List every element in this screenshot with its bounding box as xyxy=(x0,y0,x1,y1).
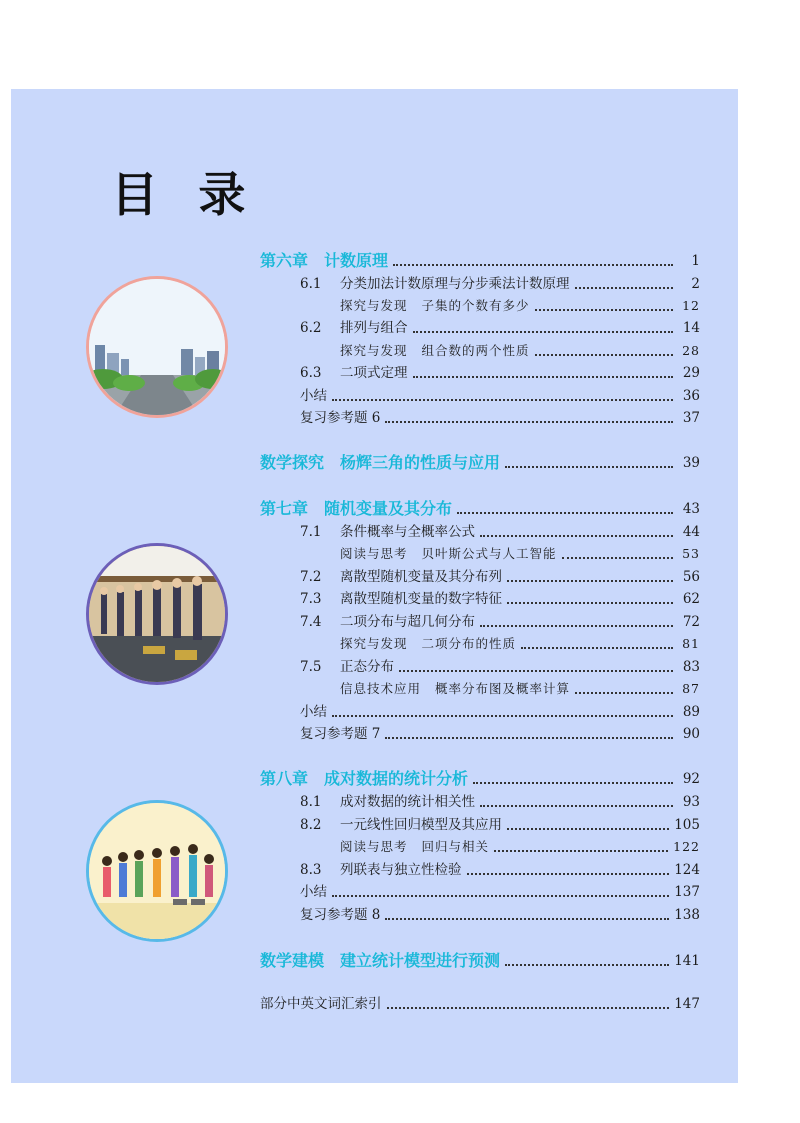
page-number: 56 xyxy=(682,569,700,585)
toc-math-modeling[interactable]: 数学建模 建立统计模型进行预测 141 xyxy=(260,951,700,970)
toc-summary-7[interactable]: 小结 89 xyxy=(300,701,700,723)
toc-section-6-3[interactable]: 6.3 二项式定理 29 xyxy=(300,362,700,384)
toc-section-8-2[interactable]: 8.2 一元线性回归模型及其应用 105 xyxy=(300,814,700,836)
leader-dots xyxy=(332,715,673,717)
page-number: 137 xyxy=(674,884,700,900)
toc-section-8-3[interactable]: 8.3 列联表与独立性检验 124 xyxy=(300,859,700,881)
toc-section-8-1[interactable]: 8.1 成对数据的统计相关性 93 xyxy=(300,791,700,813)
leader-dots xyxy=(399,670,673,672)
leader-dots xyxy=(507,580,673,582)
page-number: 122 xyxy=(673,839,700,854)
page-number: 147 xyxy=(674,996,700,1012)
leader-dots xyxy=(535,309,673,311)
leader-dots xyxy=(413,376,674,378)
toc-vocabulary-index[interactable]: 部分中英文词汇索引 147 xyxy=(260,993,700,1015)
leader-dots xyxy=(473,782,673,784)
page-number: 1 xyxy=(691,253,700,269)
page-number: 83 xyxy=(682,659,700,675)
toc-chapter-8[interactable]: 第八章 成对数据的统计分析 92 xyxy=(260,769,700,788)
leader-dots xyxy=(467,873,670,875)
leader-dots xyxy=(385,737,673,739)
page-number: 81 xyxy=(682,636,700,651)
page-number: 93 xyxy=(682,794,700,810)
page-title: 目 录 xyxy=(111,168,258,223)
toc-section-6-1[interactable]: 6.1 分类加法计数原理与分步乘法计数原理 2 xyxy=(300,273,700,295)
page-number: 138 xyxy=(674,907,700,923)
leader-dots xyxy=(332,895,669,897)
page-number: 105 xyxy=(674,817,700,833)
leader-dots xyxy=(387,1007,670,1009)
page-number: 39 xyxy=(682,455,700,471)
leader-dots xyxy=(505,466,673,468)
toc-section-7-1[interactable]: 7.1 条件概率与全概率公式 44 xyxy=(300,521,700,543)
leader-dots xyxy=(480,625,673,627)
leader-dots xyxy=(562,557,673,559)
leader-dots xyxy=(507,828,669,830)
page-number: 12 xyxy=(682,298,700,313)
toc-chapter-7[interactable]: 第七章 随机变量及其分布 43 xyxy=(260,499,700,518)
page-number: 53 xyxy=(682,546,700,561)
toc-feature-8-2[interactable]: 阅读与思考 回归与相关 122 xyxy=(340,836,700,858)
toc-section-6-2[interactable]: 6.2 排列与组合 14 xyxy=(300,317,700,339)
leader-dots xyxy=(457,512,673,514)
page-number: 124 xyxy=(674,862,700,878)
toc-review-6[interactable]: 复习参考题 6 37 xyxy=(300,407,700,429)
page-number: 36 xyxy=(682,388,700,404)
toc-math-exploration[interactable]: 数学探究 杨辉三角的性质与应用 39 xyxy=(260,453,700,472)
toc-section-7-2[interactable]: 7.2 离散型随机变量及其分布列 56 xyxy=(300,566,700,588)
leader-dots xyxy=(385,421,673,423)
page-number: 89 xyxy=(682,704,700,720)
page-number: 62 xyxy=(682,591,700,607)
toc-feature-7-4[interactable]: 探究与发现 二项分布的性质 81 xyxy=(340,633,700,655)
toc-summary-6[interactable]: 小结 36 xyxy=(300,385,700,407)
toc-feature-7-1[interactable]: 阅读与思考 贝叶斯公式与人工智能 53 xyxy=(340,543,700,565)
leader-dots xyxy=(480,535,673,537)
page-number: 141 xyxy=(674,953,700,969)
page-number: 44 xyxy=(682,524,700,540)
leader-dots xyxy=(332,399,673,401)
leader-dots xyxy=(505,964,669,966)
page-number: 92 xyxy=(682,771,700,787)
leader-dots xyxy=(480,805,673,807)
page-number: 90 xyxy=(682,726,700,742)
leader-dots xyxy=(575,287,674,289)
toc-feature-6-2[interactable]: 探究与发现 组合数的两个性质 28 xyxy=(340,340,700,362)
leader-dots xyxy=(535,354,673,356)
toc-feature-7-5[interactable]: 信息技术应用 概率分布图及概率计算 87 xyxy=(340,678,700,700)
page-number: 72 xyxy=(682,614,700,630)
toc-feature-6-1[interactable]: 探究与发现 子集的个数有多少 12 xyxy=(340,295,700,317)
page-number: 14 xyxy=(682,320,700,336)
leader-dots xyxy=(413,331,674,333)
leader-dots xyxy=(385,918,669,920)
leader-dots xyxy=(507,602,673,604)
toc-review-7[interactable]: 复习参考题 7 90 xyxy=(300,723,700,745)
leader-dots xyxy=(494,850,668,852)
page-number: 28 xyxy=(682,343,700,358)
page-number: 37 xyxy=(682,410,700,426)
toc-chapter-6[interactable]: 第六章 计数原理 1 xyxy=(260,251,700,270)
page-number: 2 xyxy=(691,276,700,292)
toc-review-8[interactable]: 复习参考题 8 138 xyxy=(300,904,700,926)
leader-dots xyxy=(575,692,673,694)
leader-dots xyxy=(521,647,673,649)
page-number: 43 xyxy=(682,501,700,517)
toc-section-7-3[interactable]: 7.3 离散型随机变量的数字特征 62 xyxy=(300,588,700,610)
page-number: 29 xyxy=(682,365,700,381)
page-number: 87 xyxy=(682,681,700,696)
toc-section-7-4[interactable]: 7.4 二项分布与超几何分布 72 xyxy=(300,611,700,633)
leader-dots xyxy=(393,264,673,266)
toc-summary-8[interactable]: 小结 137 xyxy=(300,881,700,903)
toc-section-7-5[interactable]: 7.5 正态分布 83 xyxy=(300,656,700,678)
